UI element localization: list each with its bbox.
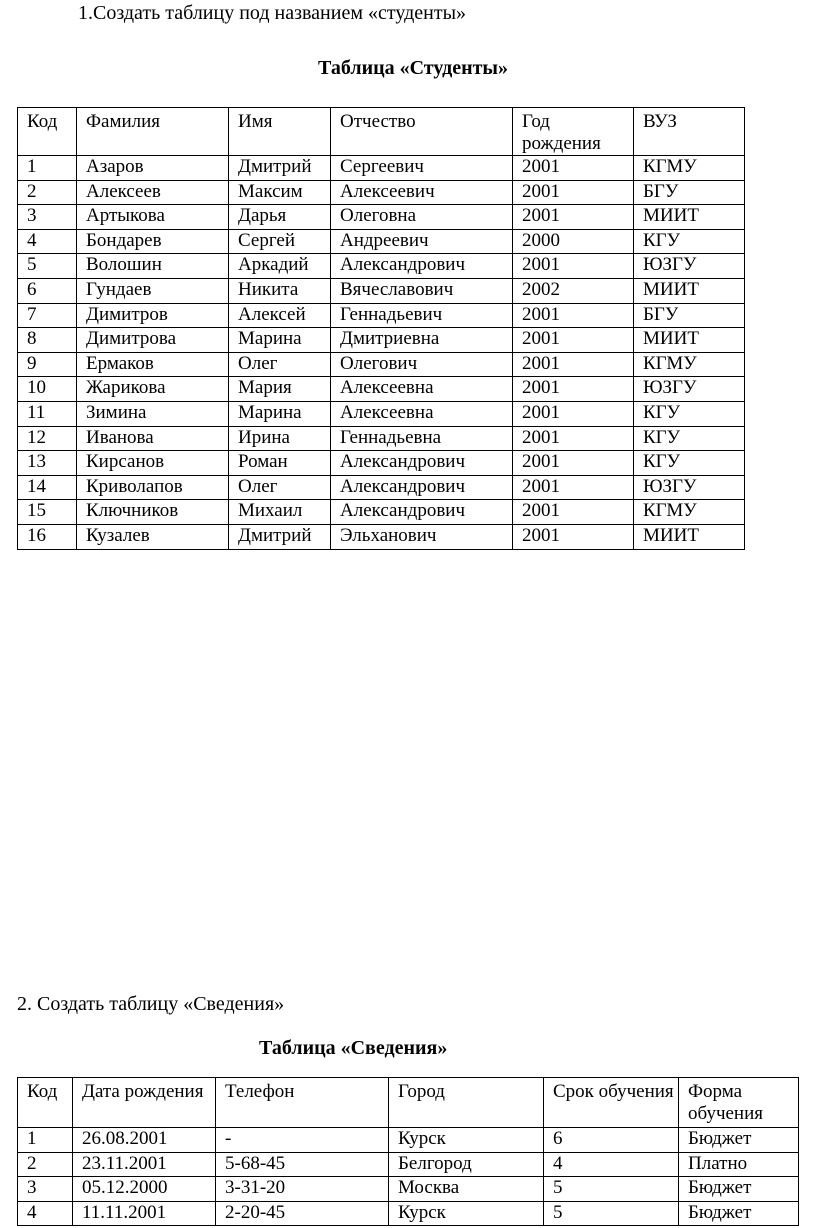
table-cell: Марина [229, 401, 331, 426]
table-cell: 3-31-20 [216, 1177, 389, 1202]
students-table-row [18, 205, 745, 230]
table-cell: 2-20-45 [216, 1201, 389, 1226]
info-table [17, 1077, 799, 1226]
table-cell: 12 [18, 426, 77, 451]
table-cell: Олегович [331, 352, 513, 377]
header-cell: Код [18, 108, 77, 156]
table-cell: Алексеевич [331, 180, 513, 205]
table-cell: 05.12.2000 [73, 1177, 216, 1202]
students-table-row [18, 303, 745, 328]
table-cell: 2000 [513, 229, 634, 254]
table-cell: Мария [229, 377, 331, 402]
info-table-row [18, 1152, 799, 1177]
table-cell: 2001 [513, 352, 634, 377]
students-table-row [18, 426, 745, 451]
table-cell: 1 [18, 1128, 73, 1153]
header-cell: Отчество [331, 108, 513, 156]
table-cell: 13 [18, 451, 77, 476]
header-cell: ВУЗ [634, 108, 745, 156]
table-cell: 2001 [513, 205, 634, 230]
table-cell: 2001 [513, 475, 634, 500]
table-cell: КГМУ [634, 352, 745, 377]
students-table-header-row [18, 108, 745, 156]
students-table-row [18, 180, 745, 205]
table-cell: Димитров [77, 303, 229, 328]
header-cell: Имя [229, 108, 331, 156]
table-cell: 2001 [513, 451, 634, 476]
table-cell: Жарикова [77, 377, 229, 402]
table-cell: 10 [18, 377, 77, 402]
table-cell: 2001 [513, 401, 634, 426]
table-cell: Дарья [229, 205, 331, 230]
table-cell: Бюджет [679, 1177, 799, 1202]
table-cell: Олеговна [331, 205, 513, 230]
header-cell: Код [18, 1078, 73, 1128]
table-cell: Кирсанов [77, 451, 229, 476]
table-cell: 11 [18, 401, 77, 426]
table-cell: Иванова [77, 426, 229, 451]
table-cell: 2001 [513, 377, 634, 402]
students-table-row [18, 500, 745, 525]
table-cell: 3 [18, 1177, 73, 1202]
header-cell: Год рождения [513, 108, 634, 156]
students-table-row [18, 524, 745, 549]
table-cell: МИИТ [634, 328, 745, 353]
table-cell: 23.11.2001 [73, 1152, 216, 1177]
table-cell: Марина [229, 328, 331, 353]
header-cell: Телефон [216, 1078, 389, 1128]
table-cell: МИИТ [634, 205, 745, 230]
table-cell: 5 [544, 1201, 679, 1226]
table-cell: Олег [229, 352, 331, 377]
task-2-heading: 2. Создать таблицу «Сведения» [17, 993, 285, 1015]
table-cell: МИИТ [634, 278, 745, 303]
table-cell: 2001 [513, 500, 634, 525]
students-table-row [18, 278, 745, 303]
table-cell: ЮЗГУ [634, 475, 745, 500]
table-cell: Сергей [229, 229, 331, 254]
table-cell: ЮЗГУ [634, 377, 745, 402]
table-cell: 9 [18, 352, 77, 377]
table-cell: Никита [229, 278, 331, 303]
info-table-header-row [18, 1078, 799, 1128]
table-cell: КГМУ [634, 156, 745, 181]
table-cell: Вячеславович [331, 278, 513, 303]
students-table-row [18, 451, 745, 476]
task-1-heading: 1.Создать таблицу под названием «студенты» [78, 2, 467, 24]
table-cell: 5 [18, 254, 77, 279]
header-cell: Город [389, 1078, 544, 1128]
info-table-row [18, 1201, 799, 1226]
table-cell: Андреевич [331, 229, 513, 254]
table-cell: Александрович [331, 500, 513, 525]
table-cell: Бондарев [77, 229, 229, 254]
table-cell: 16 [18, 524, 77, 549]
table-cell: 1 [18, 156, 77, 181]
table-cell: Курск [389, 1201, 544, 1226]
table-cell: КГУ [634, 451, 745, 476]
table-cell: Волошин [77, 254, 229, 279]
table-cell: 2001 [513, 328, 634, 353]
students-table-row [18, 328, 745, 353]
table-cell: 2001 [513, 303, 634, 328]
table-cell: 6 [18, 278, 77, 303]
table-cell: 4 [18, 1201, 73, 1226]
table-cell: КГУ [634, 401, 745, 426]
table-cell: МИИТ [634, 524, 745, 549]
table-cell: Александрович [331, 475, 513, 500]
table-cell: 15 [18, 500, 77, 525]
table-cell: КГМУ [634, 500, 745, 525]
table-cell: КГУ [634, 426, 745, 451]
table-cell: Бюджет [679, 1201, 799, 1226]
table-cell: 4 [544, 1152, 679, 1177]
table-cell: 14 [18, 475, 77, 500]
table-cell: 5 [544, 1177, 679, 1202]
table-cell: Александрович [331, 451, 513, 476]
table-cell: Геннадьевич [331, 303, 513, 328]
table-cell: ЮЗГУ [634, 254, 745, 279]
students-table-row [18, 156, 745, 181]
table-cell: Ключников [77, 500, 229, 525]
table-cell: Максим [229, 180, 331, 205]
students-table-row [18, 352, 745, 377]
table-cell: Геннадьевна [331, 426, 513, 451]
table-cell: 7 [18, 303, 77, 328]
table-cell: Белгород [389, 1152, 544, 1177]
table-cell: КГУ [634, 229, 745, 254]
table-cell: Дмитрий [229, 524, 331, 549]
table-cell: 2001 [513, 426, 634, 451]
table-cell: Александрович [331, 254, 513, 279]
students-table-row [18, 229, 745, 254]
table-cell: Сергеевич [331, 156, 513, 181]
table-cell: Ермаков [77, 352, 229, 377]
table-cell: Димитрова [77, 328, 229, 353]
table-cell: Азаров [77, 156, 229, 181]
table-cell: Дмитрий [229, 156, 331, 181]
table-cell: 5-68-45 [216, 1152, 389, 1177]
table-cell: БГУ [634, 180, 745, 205]
students-table-row [18, 401, 745, 426]
table-cell: Роман [229, 451, 331, 476]
students-table-row [18, 475, 745, 500]
table-cell: 2 [18, 180, 77, 205]
table-cell: 2001 [513, 524, 634, 549]
table-cell: Алексеевна [331, 377, 513, 402]
info-table-title: Таблица «Сведения» [259, 1037, 448, 1059]
table-cell: Бюджет [679, 1128, 799, 1153]
table-cell: 3 [18, 205, 77, 230]
info-table-row [18, 1177, 799, 1202]
table-cell: 2001 [513, 254, 634, 279]
info-table-row [18, 1128, 799, 1153]
table-cell: Ирина [229, 426, 331, 451]
students-table [17, 107, 745, 550]
students-table-title: Таблица «Студенты» [318, 57, 509, 79]
table-cell: Олег [229, 475, 331, 500]
table-cell: 2001 [513, 180, 634, 205]
table-cell: 26.08.2001 [73, 1128, 216, 1153]
table-cell: Эльханович [331, 524, 513, 549]
table-cell: 6 [544, 1128, 679, 1153]
table-cell: Курск [389, 1128, 544, 1153]
table-cell: Алексей [229, 303, 331, 328]
table-cell: Алексеев [77, 180, 229, 205]
header-cell: Дата рождения [73, 1078, 216, 1128]
table-cell: Криволапов [77, 475, 229, 500]
table-cell: Алексеевна [331, 401, 513, 426]
table-cell: Кузалев [77, 524, 229, 549]
header-cell: Фамилия [77, 108, 229, 156]
table-cell: Москва [389, 1177, 544, 1202]
students-table-row [18, 377, 745, 402]
table-cell: БГУ [634, 303, 745, 328]
table-cell: Артыкова [77, 205, 229, 230]
header-cell: Форма обучения [679, 1078, 799, 1128]
table-cell: Михаил [229, 500, 331, 525]
table-cell: 11.11.2001 [73, 1201, 216, 1226]
table-cell: Аркадий [229, 254, 331, 279]
table-cell: 2 [18, 1152, 73, 1177]
table-cell: - [216, 1128, 389, 1153]
students-table-row [18, 254, 745, 279]
table-cell: Платно [679, 1152, 799, 1177]
header-cell: Срок обучения [544, 1078, 679, 1128]
table-cell: 2001 [513, 156, 634, 181]
table-cell: Гундаев [77, 278, 229, 303]
table-cell: 8 [18, 328, 77, 353]
table-cell: Зимина [77, 401, 229, 426]
table-cell: 2002 [513, 278, 634, 303]
table-cell: Дмитриевна [331, 328, 513, 353]
table-cell: 4 [18, 229, 77, 254]
